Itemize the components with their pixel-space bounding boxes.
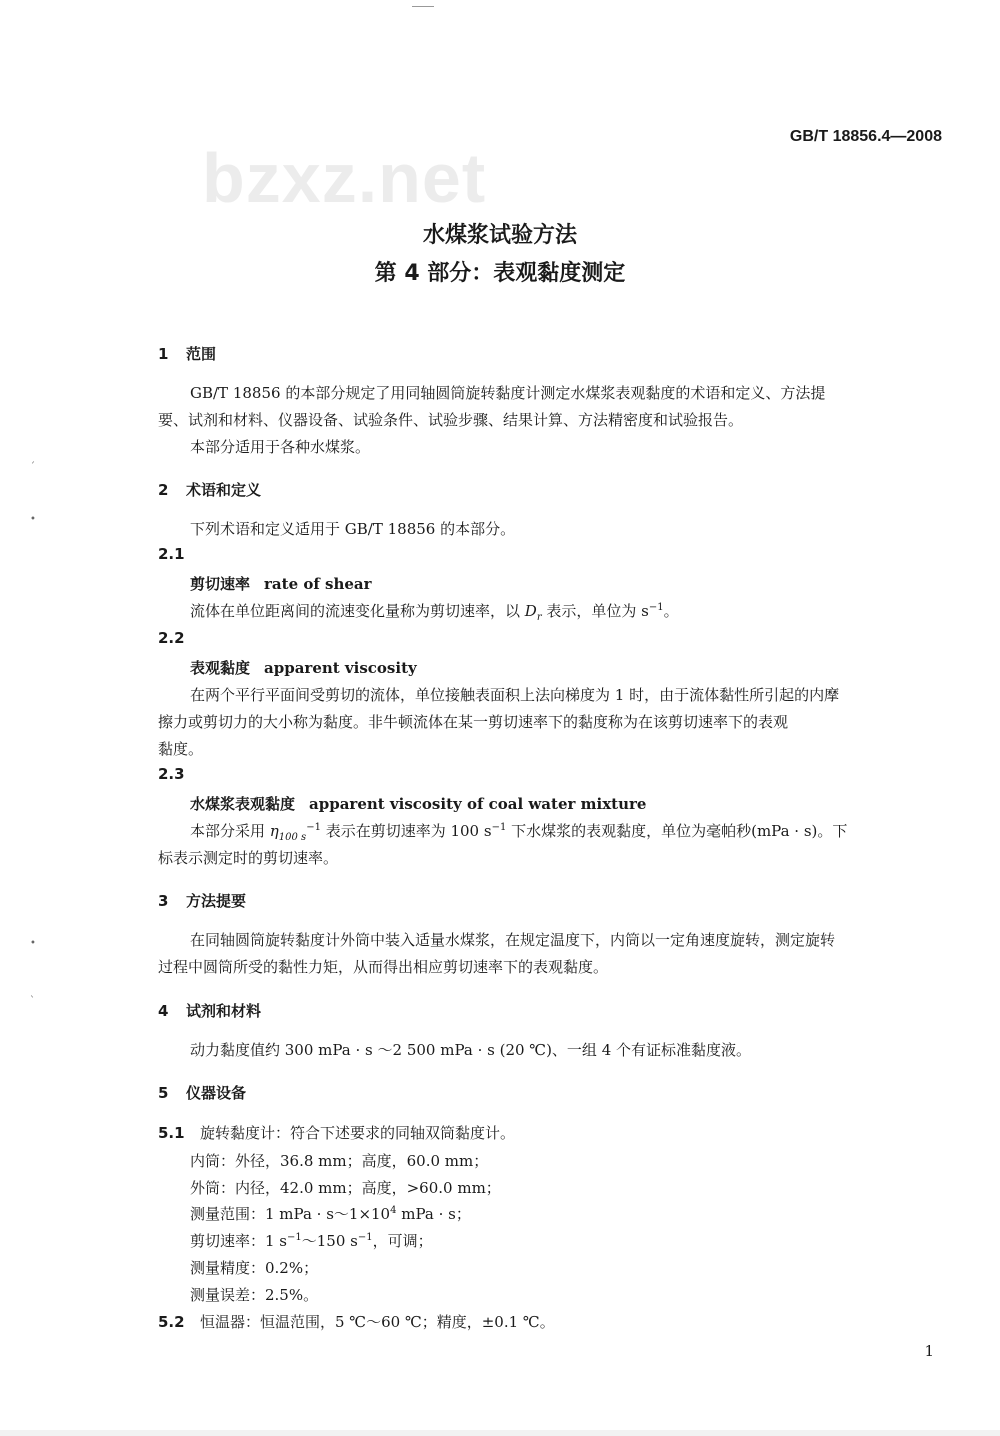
clause-text: 旋转黏度计：符合下述要求的同轴双筒黏度计。: [200, 1124, 516, 1142]
unit-superscript: −1: [648, 602, 664, 613]
term-entry: [190, 793, 646, 814]
spec-text: mPa · s；: [396, 1205, 471, 1223]
section-heading-5: [158, 1082, 246, 1103]
standard-number: GB/T 18856.4—2008: [789, 128, 942, 145]
paragraph-line: GB/T 18856 的本部分规定了用同轴圆筒旋转黏度计测定水煤浆表观黏度的术语和定义、方法提: [190, 384, 826, 402]
paragraph-line: 擦力或剪切力的大小称为黏度。非牛顿流体在某一剪切速率下的黏度称为在该剪切速率下的表观: [158, 713, 789, 731]
definition-text: 表示在剪切速率为 100 s: [320, 822, 492, 840]
term-entry: [190, 573, 372, 594]
term-chinese: 表观黏度: [190, 659, 251, 677]
section-number: 3: [158, 892, 169, 910]
section-number: 2: [158, 481, 169, 499]
spec-text: ，可调；: [372, 1232, 433, 1250]
definition-text: 表示，单位为 s: [541, 602, 649, 620]
paragraph-line: 要、试剂和材料、仪器设备、试验条件、试验步骤、结果计算、方法精密度和试验报告。: [158, 411, 744, 429]
term-chinese: 水煤浆表观黏度: [190, 795, 296, 813]
scan-speck: ˊ: [30, 462, 35, 473]
clause-number: 5.1: [158, 1124, 185, 1142]
definition-text: 下水煤浆的表观黏度，单位为毫帕秒(mPa · s)。下: [506, 822, 848, 840]
section-number: 1: [158, 345, 169, 363]
paragraph-line: 在两个平行平面间受剪切的流体，单位接触表面积上法向梯度为 1 时，由于流体黏性所引起的内摩: [190, 686, 840, 704]
symbol-superscript: −1: [306, 822, 321, 833]
section-title: 范围: [186, 345, 217, 363]
spec-line: 内筒：外径，36.8 mm；高度，60.0 mm；: [190, 1152, 489, 1170]
spec-text: 剪切速率：1 s: [190, 1232, 288, 1250]
scan-speck: •: [30, 938, 36, 949]
document-title: 水煤浆试验方法: [422, 223, 577, 248]
clause-number: 5.2: [158, 1313, 185, 1331]
section-title: 仪器设备: [186, 1084, 247, 1102]
unit-superscript: −1: [491, 822, 507, 833]
clause-5-2: [158, 1311, 555, 1332]
section-number: 5: [158, 1084, 169, 1102]
clause-number: 2.1: [158, 545, 185, 563]
term-entry: [190, 657, 417, 678]
term-english: apparent viscosity of coal water mixture: [309, 795, 647, 813]
spec-line: 外筒：内径，42.0 mm；高度，>60.0 mm；: [190, 1179, 501, 1197]
definition-text: 。: [663, 602, 679, 620]
spec-text: ～150 s: [301, 1232, 358, 1250]
section-title: 方法提要: [186, 892, 247, 910]
symbol: η: [269, 822, 279, 840]
paragraph-line: 黏度。: [158, 740, 204, 758]
symbol: D: [524, 602, 537, 620]
exponent-superscript: 4: [390, 1205, 397, 1216]
spec-line: 测量误差：2.5%。: [190, 1286, 319, 1304]
section-heading-4: [158, 1000, 261, 1021]
spec-line: [190, 1203, 471, 1224]
symbol-subscript: r: [536, 612, 542, 623]
scan-speck: •: [30, 514, 36, 525]
section-heading-3: [158, 890, 246, 911]
spec-line: 测量精度：0.2%；: [190, 1259, 319, 1277]
section-title: 试剂和材料: [186, 1002, 262, 1020]
paragraph-line: 动力黏度值约 300 mPa · s ～2 500 mPa · s (20 ℃)、一组 4 个有证标准黏度液。: [190, 1041, 752, 1059]
symbol-subscript: 100 s: [278, 832, 307, 843]
document-subtitle: 第 4 部分：表观黏度测定: [374, 261, 626, 286]
paragraph-line: 在同轴圆筒旋转黏度计外筒中装入适量水煤浆，在规定温度下，内筒以一定角速度旋转，测定旋转: [190, 931, 836, 949]
paragraph-line: 本部分适用于各种水煤浆。: [190, 438, 371, 456]
scan-speck: ˋ: [30, 996, 35, 1007]
page-number: 1: [924, 1342, 934, 1360]
paragraph-line: 下列术语和定义适用于 GB/T 18856 的本部分。: [190, 520, 516, 538]
section-heading-1: [158, 343, 216, 364]
definition-text: 本部分采用: [190, 822, 270, 840]
definition-text: 流体在单位距离间的流速变化量称为剪切速率，以: [190, 602, 525, 620]
watermark: bzxz.net: [202, 139, 487, 217]
term-chinese: 剪切速率: [190, 575, 251, 593]
term-definition: [190, 600, 679, 623]
clause-number: 2.2: [158, 629, 185, 647]
paragraph-line: 标表示测定时的剪切速率。: [158, 849, 339, 867]
term-english: apparent viscosity: [264, 659, 417, 677]
spec-text: 测量范围：1 mPa · s～1×10: [190, 1205, 391, 1223]
bottom-edge: [0, 1430, 1000, 1436]
clause-5-1: [158, 1122, 515, 1143]
paragraph-line: 过程中圆筒所受的黏性力矩，从而得出相应剪切速率下的表观黏度。: [158, 958, 609, 976]
section-heading-2: [158, 479, 261, 500]
term-definition: [190, 820, 847, 843]
clause-number: 2.3: [158, 765, 185, 783]
unit-superscript: −1: [357, 1232, 373, 1243]
section-number: 4: [158, 1002, 169, 1020]
term-english: rate of shear: [264, 575, 372, 593]
spec-line: [190, 1230, 433, 1251]
section-title: 术语和定义: [186, 481, 262, 499]
top-edge-mark: [412, 6, 434, 7]
unit-superscript: −1: [287, 1232, 302, 1243]
clause-text: 恒温器：恒温范围，5 ℃～60 ℃；精度，±0.1 ℃。: [200, 1313, 555, 1331]
